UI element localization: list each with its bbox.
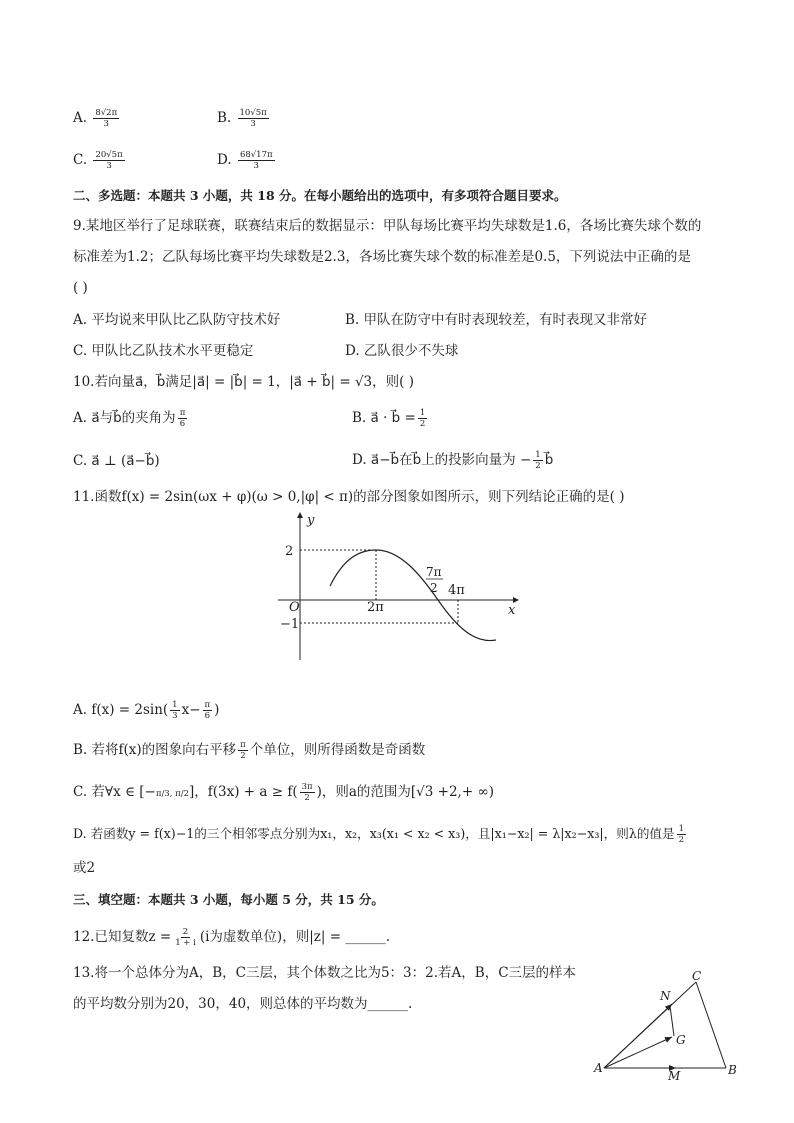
point-label-m: M xyxy=(668,1069,681,1083)
option-text: D. 若函数y = f(x)−1的三个相邻零点分别为x₁，x₂，x₃(x₁ < x₂ < x₃)，且|x₁−x₂| = λ|x₂−x₃|，则λ的值是 xyxy=(73,826,675,841)
option-text: D. a⃗−b⃗在b⃗上的投影向量为 − xyxy=(352,452,532,468)
q10-stem: 10.若向量a⃗，b⃗满足|a⃗| = |b⃗| = 1，|a⃗ + b⃗| = √3，则( ) xyxy=(73,374,414,390)
option-text: B. 若将f(x)的图象向右平移 xyxy=(73,742,237,758)
q9-stem-line1: 9.某地区举行了足球联赛，联赛结束后的数据显示：甲队每场比赛平均失球数是1.6，各场比赛失球个数的 xyxy=(73,218,702,234)
denominator: 3 xyxy=(253,161,259,171)
stem-fraction xyxy=(173,927,198,948)
option-text: C. 若∀x ∈ [− xyxy=(73,784,156,800)
numerator: 20√5π xyxy=(95,150,123,160)
section-heading-fill-blank: 三、填空题：本题共 3 小题，每小题 5 分，共 15 分。 xyxy=(73,892,384,907)
option-fraction xyxy=(677,824,686,845)
option-text: 个单位，则所得函数是奇函数 xyxy=(249,742,426,758)
vector-an xyxy=(604,1004,672,1068)
q10-option-c: C. a⃗ ⊥ (a⃗−b⃗) xyxy=(73,453,160,469)
option-text: )，则a的范围为[√3 +2,+ ∞) xyxy=(316,784,494,800)
numerator: π xyxy=(240,740,246,750)
option-text: ) xyxy=(214,702,220,718)
denominator: 3 xyxy=(103,119,109,129)
denominator: 2 xyxy=(678,835,685,845)
x-axis-label: x xyxy=(508,603,516,618)
numerator: 1 xyxy=(172,700,178,710)
sine-curve xyxy=(330,550,496,641)
q9-stem-line3: ( ) xyxy=(73,280,88,296)
stem-text: (i为虚数单位)，则|z| = ______. xyxy=(199,929,391,945)
option-label: D. xyxy=(217,152,232,168)
q10-option-b xyxy=(352,408,429,429)
denominator: 3 xyxy=(172,711,178,721)
point-label-g: G xyxy=(676,1033,686,1047)
numerator: 1 xyxy=(678,824,685,834)
numerator: 10√5π xyxy=(239,108,267,118)
denominator: 2 xyxy=(240,751,246,761)
option-text: A. f(x) = 2sin( xyxy=(73,702,169,718)
option-fraction xyxy=(418,408,427,429)
numerator: 1 xyxy=(535,450,541,460)
q13-stem-line1: 13.将一个总体分为A，B，C三层，其个体数之比为5：3：2.若A，B，C三层的样本 xyxy=(73,965,577,981)
x-tick-2pi: 2π xyxy=(367,600,384,615)
origin-label: O xyxy=(289,600,300,615)
option-label: A. xyxy=(73,110,88,126)
denominator: 2 xyxy=(419,419,426,429)
numerator: 8√2π xyxy=(95,108,118,118)
q11-graph xyxy=(270,512,520,662)
q9-option-b: B. 甲队在防守中有时表现较差，有时表现又非常好 xyxy=(345,312,648,328)
option-tail: b⃗ xyxy=(544,452,554,468)
option-fraction xyxy=(533,450,542,471)
vector-ag xyxy=(604,1037,672,1068)
q11-option-b xyxy=(73,740,425,761)
x-tick-4pi: 4π xyxy=(448,583,465,598)
denominator: 6 xyxy=(204,711,211,721)
zero-label-numerator: 7π xyxy=(426,565,442,579)
denominator: 3 xyxy=(106,161,112,171)
option-fraction xyxy=(93,150,124,171)
numerator: 3π xyxy=(301,782,313,792)
numerator: 2 xyxy=(182,927,189,937)
option-range: π/3, π/2 xyxy=(155,789,189,799)
section-heading-multiple-choice: 二、多选题：本题共 3 小题，共 18 分。在每小题给出的选项中，有多项符合题目要求。 xyxy=(73,188,567,203)
q8-option-d xyxy=(217,150,277,171)
q11-option-d-line2: 或2 xyxy=(73,860,96,876)
option-fraction xyxy=(238,740,248,761)
denominator: 2 xyxy=(304,793,310,803)
y-axis-label: y xyxy=(307,513,315,528)
q10-option-d xyxy=(352,450,553,471)
side-bc xyxy=(696,982,726,1068)
option-text: B. a⃗ · b⃗ = xyxy=(352,410,416,426)
q9-option-d: D. 乙队很少不失球 xyxy=(345,343,459,359)
zero-label-denominator: 2 xyxy=(430,581,438,595)
option-text: x− xyxy=(181,702,201,718)
vertex-label-c: C xyxy=(692,969,702,983)
q9-option-a: A. 平均说来甲队比乙队防守技术好 xyxy=(73,312,281,328)
option-fraction xyxy=(238,150,275,171)
triangle-figure xyxy=(594,968,744,1083)
option-fraction xyxy=(203,700,213,721)
denominator: 6 xyxy=(179,419,186,429)
denominator: 3 xyxy=(250,119,256,129)
q13-stem-line2: 的平均数分别为20，30，40，则总体的平均数为______. xyxy=(73,996,413,1012)
numerator: 1 xyxy=(419,408,426,418)
q8-option-a xyxy=(73,108,121,129)
numerator: π xyxy=(204,700,211,710)
y-tick-neg1: −1 xyxy=(280,617,300,632)
segment-ng xyxy=(670,1006,674,1036)
q10-option-a xyxy=(73,408,189,429)
q11-stem: 11.函数f(x) = 2sin(ωx + φ)(ω > 0,|φ| < π)的部分图象如图所示，则下列结论正确的是( ) xyxy=(73,489,625,505)
option-label: C. xyxy=(73,152,88,168)
q8-option-c xyxy=(73,150,127,171)
option-text: A. a⃗与b⃗的夹角为 xyxy=(73,410,176,426)
vertex-label-b: B xyxy=(728,1063,737,1077)
option-fraction xyxy=(300,782,315,803)
q9-stem-line2: 标准差为1.2；乙队每场比赛平均失球数是2.3，各场比赛失球个数的标准差是0.5，下列说法中正确的是 xyxy=(73,249,691,265)
q8-option-b xyxy=(217,108,271,129)
option-fraction xyxy=(178,408,188,429)
vertex-label-a: A xyxy=(594,1061,603,1075)
q11-option-c xyxy=(73,782,494,803)
y-axis xyxy=(297,512,303,660)
denominator: 2 xyxy=(535,461,541,471)
option-fraction xyxy=(170,700,179,721)
option-label: B. xyxy=(217,110,232,126)
y-tick-2: 2 xyxy=(285,544,294,559)
denominator: 1 + i xyxy=(175,938,196,948)
option-text: ]，f(3x) + a ≥ f( xyxy=(188,784,298,800)
point-label-n: N xyxy=(660,989,671,1003)
numerator: 68√17π xyxy=(239,150,273,160)
q9-option-c: C. 甲队比乙队技术水平更稳定 xyxy=(73,343,254,359)
option-fraction xyxy=(238,108,269,129)
q11-option-d xyxy=(73,824,688,845)
option-fraction xyxy=(93,108,119,129)
stem-text: 12.已知复数z = xyxy=(73,929,172,945)
x-axis xyxy=(278,597,519,603)
numerator: π xyxy=(179,408,186,418)
q12-stem xyxy=(73,927,390,948)
q11-option-a xyxy=(73,700,219,721)
